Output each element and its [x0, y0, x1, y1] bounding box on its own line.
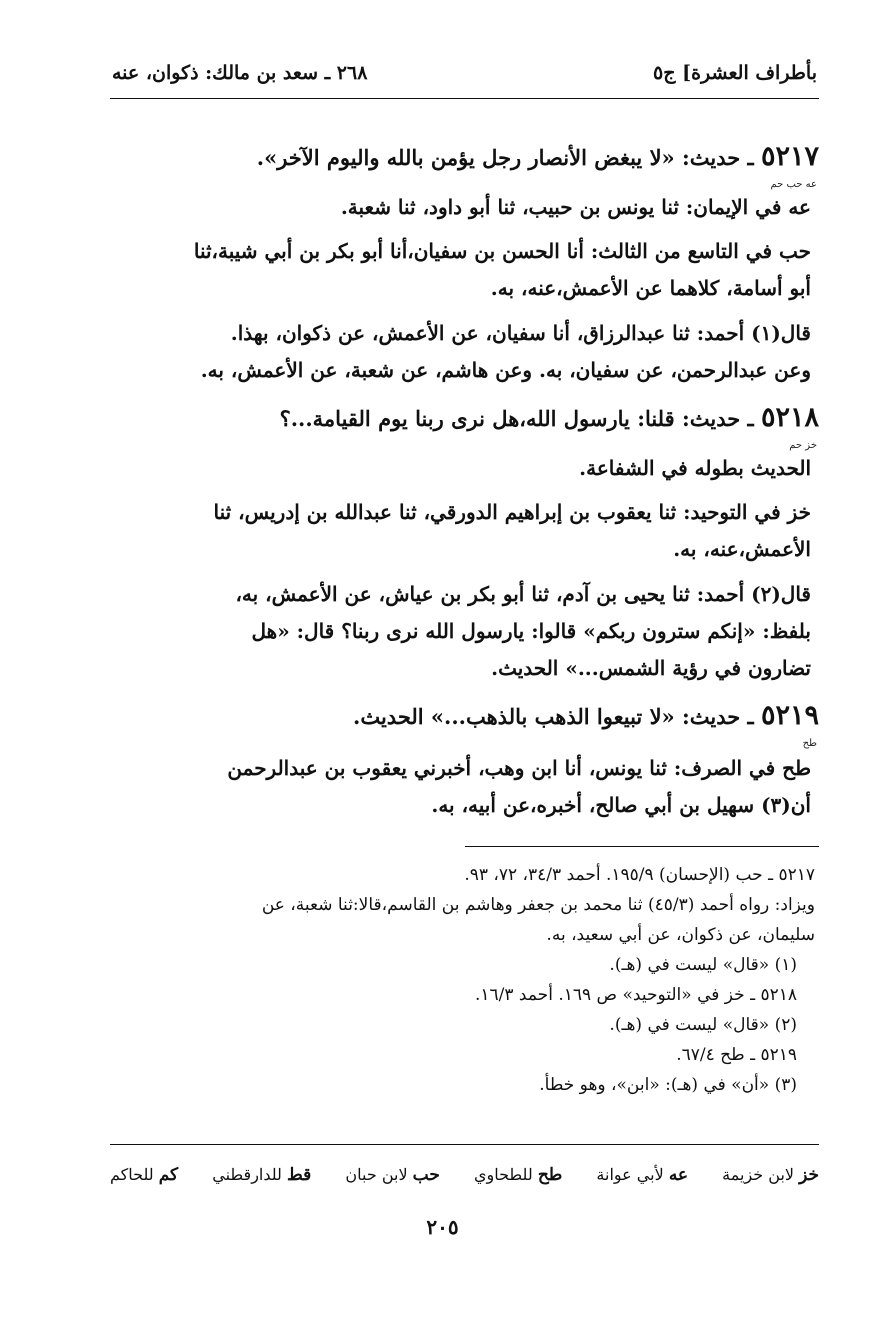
text-line: خز في التوحيد: ثنا يعقوب بن إبراهيم الدورقي، ثنا عبدالله بن إدريس، ثنا: [213, 500, 811, 524]
footnote-line: ٥٢١٧ ـ حب (الإحسان) ١٩٥/٩. أحمد ٣٤/٣، ٧٢، ٩٣.: [464, 865, 815, 885]
legend-item: [345, 1165, 439, 1185]
legend-name: لأبي عوانة: [596, 1165, 664, 1184]
header-rule: [110, 98, 819, 99]
legend-item: [596, 1165, 688, 1185]
hadith-number: ٥٢١٧: [760, 141, 819, 172]
hadith-5218: [110, 397, 819, 687]
source-sigla: طح: [802, 738, 817, 749]
paragraph: [110, 315, 819, 389]
text-line: أن(٣) سهيل بن أبي صالح، أخبره،عن أبيه، به.: [431, 793, 811, 817]
source-sigla: خز حم: [789, 440, 817, 451]
hadith-number: ٥٢١٩: [760, 700, 819, 731]
main-text: [110, 136, 819, 832]
legend-code: كم: [158, 1165, 179, 1185]
paragraph: [110, 750, 819, 824]
footnote-line: (١) «قال» ليست في (هـ).: [609, 955, 797, 975]
legend-code: حب: [412, 1165, 440, 1185]
hadith-title: ـ حديث: قلنا: يارسول الله،هل نرى ربنا يوم القيامة...؟: [279, 406, 754, 431]
hadith-heading: [110, 695, 819, 738]
text-line: أبو أسامة، كلاهما عن الأعمش،عنه، به.: [490, 276, 811, 300]
hadith-heading: [110, 136, 819, 179]
abbreviation-legend: [110, 1160, 819, 1190]
footnote-line: ٥٢١٨ ـ خز في «التوحيد» ص ١٦٩. أحمد ١٦/٣.: [475, 985, 797, 1005]
legend-item: [474, 1165, 562, 1185]
footnote-line: سليمان، عن ذكوان، عن أبي سعيد، به.: [546, 925, 815, 945]
footnote-line: ٥٢١٩ ـ طح ٦٧/٤.: [676, 1045, 797, 1065]
legend-name: للدارقطني: [212, 1165, 282, 1184]
legend-item: [110, 1165, 178, 1185]
text-line: تضارون في رؤية الشمس...» الحديث.: [491, 656, 811, 680]
legend-name: للحاكم: [110, 1165, 154, 1184]
isnad-line: الحديث بطوله في الشفاعة.: [579, 456, 811, 480]
legend-rule: [110, 1144, 819, 1145]
footnote-line: (٢) «قال» ليست في (هـ).: [609, 1015, 797, 1035]
hadith-title: ـ حديث: «لا تبيعوا الذهب بالذهب...» الحديث.: [353, 704, 754, 729]
footnote-line: (٣) «أن» في (هـ): «ابن»، وهو خطأ.: [539, 1075, 797, 1095]
text-line: حب في التاسع من الثالث: أنا الحسن بن سفيان،أنا أبو بكر بن أبي شيبة،ثنا: [193, 239, 811, 263]
hadith-title: ـ حديث: «لا يبغض الأنصار رجل يؤمن بالله واليوم الآخر».: [256, 145, 754, 170]
text-line: قال(١) أحمد: ثنا عبدالرزاق، أنا سفيان، عن الأعمش، عن ذكوان، بهذا.: [230, 321, 811, 345]
paragraph: [110, 576, 819, 687]
page-number: ٢٠٥: [426, 1215, 459, 1239]
source-sigla: عه حب حم: [770, 179, 817, 190]
legend-code: طح: [537, 1165, 563, 1185]
legend-code: عه: [668, 1165, 689, 1185]
footnote-rule: [465, 846, 819, 847]
paragraph: [110, 494, 819, 568]
text-line: قال(٢) أحمد: ثنا يحيى بن آدم، ثنا أبو بكر بن عياش، عن الأعمش، به،: [235, 582, 811, 606]
legend-item: [722, 1165, 819, 1185]
paragraph: [110, 233, 819, 307]
text-line: بلفظ: «إنكم سترون ربكم» قالوا: يارسول الله نرى ربنا؟ قال: «هل: [251, 619, 811, 643]
footnote-line: ويزاد: رواه أحمد (٤٥/٣) ثنا محمد بن جعفر وهاشم بن القاسم،قالا:ثنا شعبة، عن: [261, 895, 815, 915]
running-header: [112, 58, 817, 88]
hadith-number: ٥٢١٨: [760, 402, 819, 433]
legend-code: قط: [287, 1165, 312, 1185]
text-line: الأعمش،عنه، به.: [673, 537, 811, 561]
header-left: ٢٦٨ ـ سعد بن مالك: ذكوان، عنه: [112, 62, 368, 84]
legend-item: [212, 1165, 311, 1185]
text-line: وعن عبدالرحمن، عن سفيان، به. وعن هاشم، عن شعبة، عن الأعمش، به.: [200, 358, 811, 382]
legend-name: للطحاوي: [473, 1165, 533, 1184]
header-right: بأطراف العشرة] ج٥: [653, 62, 817, 84]
legend-name: لابن خزيمة: [722, 1165, 795, 1184]
legend-code: خز: [799, 1165, 819, 1185]
isnad-line: عه في الإيمان: ثنا يونس بن حبيب، ثنا أبو داود، ثنا شعبة.: [340, 195, 811, 219]
footnotes: [110, 860, 815, 1100]
legend-name: لابن حبان: [345, 1165, 408, 1184]
hadith-5219: [110, 695, 819, 824]
hadith-heading: [110, 397, 819, 440]
hadith-5217: [110, 136, 819, 389]
text-line: طح في الصرف: ثنا يونس، أنا ابن وهب، أخبرني يعقوب بن عبدالرحمن: [227, 756, 811, 780]
